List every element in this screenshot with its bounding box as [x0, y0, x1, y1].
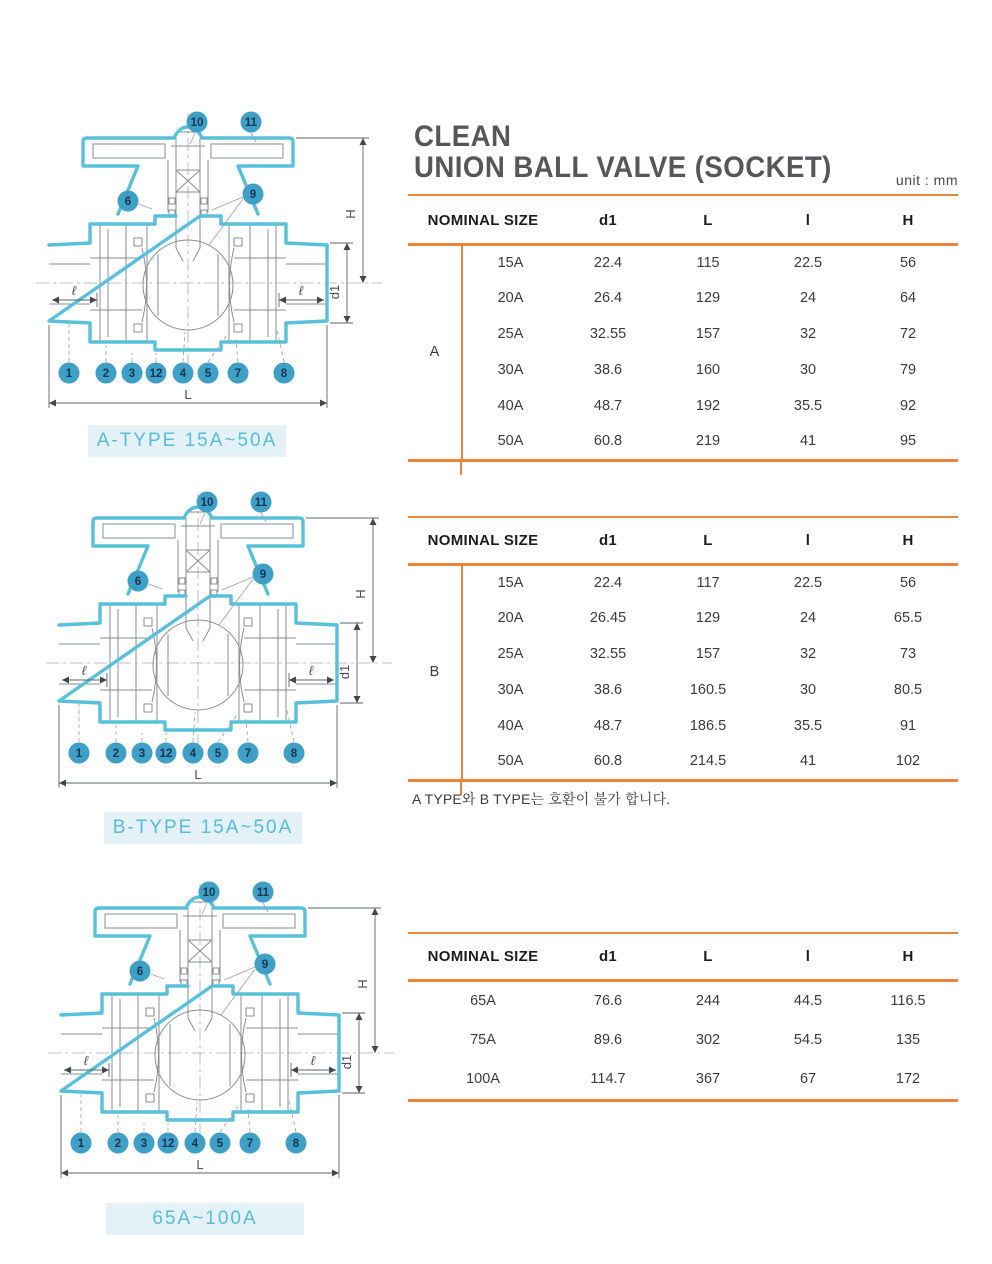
callout-1: [59, 363, 80, 384]
value-cell: 22.4: [593, 254, 623, 271]
value-cell: 32: [799, 326, 817, 342]
value-cell: 26.45: [589, 610, 627, 626]
nominal-size-cell: 15A: [497, 574, 524, 591]
value-cell: 48.7: [593, 398, 623, 414]
callout-5: [210, 1133, 231, 1154]
nominal-size-cell: 30A: [497, 682, 524, 698]
column-header: H: [858, 518, 958, 564]
diagram-large-type: [42, 868, 402, 1191]
centerlines: [46, 494, 392, 746]
seal-gland: [144, 704, 152, 712]
dim-label-l-right: ℓ: [310, 1053, 316, 1068]
value-cell: 76.6: [593, 992, 623, 1009]
value-cell: 56: [899, 254, 917, 271]
value-cell: 73: [899, 646, 917, 662]
svg-text:11: 11: [244, 117, 258, 129]
table-row: [408, 600, 958, 636]
seal-gland: [146, 1094, 154, 1102]
valve-drawing: [40, 478, 400, 796]
compatibility-note: A TYPE와 B TYPE는 호환이 불가 합니다.: [412, 791, 671, 807]
column-header: d1: [558, 518, 658, 564]
nominal-size-cell: 40A: [497, 398, 524, 414]
value-cell: 24: [799, 610, 817, 626]
dim-label-L: L: [194, 767, 202, 782]
value-cell: 44.5: [793, 992, 823, 1009]
svg-text:10: 10: [200, 497, 214, 509]
value-cell: 32.55: [589, 326, 627, 342]
value-cell: 367: [695, 1071, 721, 1088]
spec-table-a: [408, 198, 958, 462]
seal-gland: [244, 618, 252, 626]
svg-text:7: 7: [244, 748, 252, 760]
value-cell: 91: [899, 718, 917, 734]
callout-3: [134, 1133, 155, 1154]
table-row: [408, 388, 958, 424]
svg-text:12: 12: [149, 368, 163, 380]
svg-text:3: 3: [128, 368, 136, 380]
svg-text:1: 1: [77, 1138, 85, 1150]
callout-4: [173, 363, 194, 384]
column-header: l: [758, 518, 858, 564]
value-cell: 95: [899, 433, 917, 450]
dim-label-l-right: ℓ: [298, 283, 304, 298]
column-header: H: [858, 934, 958, 980]
seal-gland: [144, 618, 152, 626]
svg-text:2: 2: [114, 1138, 122, 1150]
value-cell: 38.6: [593, 682, 623, 698]
unit-label: unit : mm: [895, 172, 958, 188]
callout-5: [208, 743, 229, 764]
value-cell: 22.5: [793, 574, 823, 591]
value-cell: 54.5: [793, 1032, 823, 1048]
svg-text:6: 6: [136, 966, 144, 978]
value-cell: 116.5: [890, 992, 926, 1009]
svg-text:9: 9: [261, 959, 269, 971]
diagram-b-type: [40, 478, 400, 801]
centerlines: [48, 884, 394, 1136]
svg-text:1: 1: [75, 748, 83, 760]
nominal-size-cell: 40A: [497, 718, 524, 734]
svg-text:3: 3: [138, 748, 146, 760]
table-row: [408, 744, 958, 780]
value-cell: 26.4: [593, 290, 623, 306]
svg-text:6: 6: [124, 196, 132, 208]
table-row: [408, 1060, 958, 1100]
callout-8: [274, 363, 295, 384]
callout-6: [130, 961, 151, 982]
value-cell: 35.5: [793, 398, 823, 414]
handle-slot-right: [221, 524, 293, 538]
callout-4: [185, 1133, 206, 1154]
value-cell: 117: [696, 574, 720, 591]
stem-seal: [181, 968, 187, 974]
callout-7: [228, 363, 249, 384]
svg-text:4: 4: [191, 1138, 199, 1150]
dim-label-H: H: [355, 979, 370, 989]
column-header: l: [758, 198, 858, 244]
table-row: [408, 280, 958, 316]
svg-text:3: 3: [140, 1138, 148, 1150]
spec-table-large-grid: [408, 934, 958, 1102]
value-cell: 80.5: [893, 682, 923, 698]
callout-10: [187, 112, 208, 133]
table-row: [408, 708, 958, 744]
table-row: [408, 244, 958, 280]
svg-text:5: 5: [204, 368, 212, 380]
diagram-caption-c: 65A~100A: [106, 1203, 304, 1235]
callout-12: [146, 363, 167, 384]
nominal-size-cell: 15A: [497, 254, 524, 271]
callout-11: [253, 882, 274, 903]
svg-text:1: 1: [65, 368, 73, 380]
svg-text:10: 10: [202, 887, 216, 899]
nominal-size-cell: 20A: [497, 610, 524, 626]
value-cell: 30: [799, 362, 817, 378]
column-header: L: [658, 518, 758, 564]
dim-label-l-left: ℓ: [71, 283, 77, 298]
header-row: [408, 198, 958, 244]
value-cell: 244: [695, 992, 721, 1009]
value-cell: 135: [895, 1032, 921, 1048]
dim-label-l-left: ℓ: [81, 663, 87, 678]
value-cell: 160: [695, 362, 721, 378]
svg-text:5: 5: [216, 1138, 224, 1150]
nominal-size-cell: 30A: [497, 362, 524, 378]
nominal-size-cell: 50A: [497, 753, 524, 770]
callout-2: [108, 1133, 129, 1154]
diagram-a-type: [30, 98, 390, 421]
svg-text:12: 12: [161, 1138, 175, 1150]
callout-1: [71, 1133, 92, 1154]
callout-1: [69, 743, 90, 764]
nominal-size-cell: 50A: [497, 433, 524, 450]
value-cell: 129: [695, 290, 721, 306]
value-cell: 65.5: [893, 610, 923, 626]
callout-12: [156, 743, 177, 764]
column-header: l: [758, 934, 858, 980]
value-cell: 72: [899, 326, 917, 342]
column-header: H: [858, 198, 958, 244]
table-row: [408, 352, 958, 388]
callout-2: [96, 363, 117, 384]
callout-4: [183, 743, 204, 764]
seal-gland: [246, 1094, 254, 1102]
value-cell: 157: [695, 326, 721, 342]
group-label: A: [408, 244, 462, 460]
seal-gland: [134, 324, 142, 332]
svg-text:9: 9: [259, 569, 267, 581]
callout-8: [284, 743, 305, 764]
nominal-size-cell: 65A: [470, 992, 496, 1009]
nominal-size-cell: 100A: [466, 1071, 500, 1088]
callout-10: [197, 492, 218, 513]
dim-label-d1: d1: [339, 1054, 354, 1070]
table-row: [408, 564, 958, 600]
dim-label-d1: d1: [337, 664, 352, 680]
svg-text:7: 7: [246, 1138, 254, 1150]
callout-2: [106, 743, 127, 764]
seal-gland: [234, 238, 242, 246]
column-header: L: [658, 934, 758, 980]
table-row: [408, 672, 958, 708]
value-cell: 102: [895, 753, 921, 770]
centerlines: [36, 114, 382, 366]
dim-label-l-left: ℓ: [83, 1053, 89, 1068]
header-row: [408, 934, 958, 980]
svg-text:10: 10: [190, 117, 204, 129]
table-row: [408, 636, 958, 672]
header-row: [408, 518, 958, 564]
spec-table-b: [408, 516, 958, 782]
value-cell: 32.55: [589, 646, 627, 662]
svg-text:9: 9: [249, 189, 257, 201]
page-title-line1: CLEAN: [414, 120, 512, 153]
svg-text:8: 8: [292, 1138, 300, 1150]
svg-text:6: 6: [134, 576, 142, 588]
svg-text:2: 2: [102, 368, 110, 380]
spec-table-large: [408, 932, 958, 1102]
svg-text:12: 12: [159, 748, 173, 760]
value-cell: 115: [696, 254, 720, 271]
seal-gland: [234, 324, 242, 332]
value-cell: 41: [799, 433, 817, 450]
svg-text:8: 8: [290, 748, 298, 760]
nominal-size-cell: 25A: [497, 646, 524, 662]
spec-table-b-grid: [408, 518, 958, 782]
value-cell: 35.5: [793, 718, 823, 734]
column-header: d1: [558, 934, 658, 980]
valve-drawing: [42, 868, 402, 1186]
callout-3: [122, 363, 143, 384]
value-cell: 22.4: [593, 574, 623, 591]
stem-seal: [179, 578, 185, 584]
table-row: [408, 424, 958, 460]
stem-seal: [213, 968, 219, 974]
callout-11: [251, 492, 272, 513]
callout-9: [253, 564, 274, 585]
callout-12: [158, 1133, 179, 1154]
seal-gland: [146, 1008, 154, 1016]
value-cell: 67: [799, 1071, 817, 1088]
column-header: NOMINAL SIZE: [408, 518, 558, 564]
svg-text:11: 11: [254, 497, 268, 509]
value-cell: 114.7: [590, 1071, 626, 1088]
callout-9: [255, 954, 276, 975]
handle-slot-left: [103, 524, 175, 538]
callout-5: [198, 363, 219, 384]
nominal-size-cell: 20A: [497, 290, 524, 306]
column-header: NOMINAL SIZE: [408, 934, 558, 980]
handle-slot-right: [211, 144, 283, 158]
value-cell: 22.5: [793, 254, 823, 271]
value-cell: 30: [799, 682, 817, 698]
callout-7: [240, 1133, 261, 1154]
svg-text:4: 4: [179, 368, 187, 380]
column-header: NOMINAL SIZE: [408, 198, 558, 244]
dim-label-l-right: ℓ: [308, 663, 314, 678]
value-cell: 56: [899, 574, 917, 591]
svg-text:7: 7: [234, 368, 242, 380]
handle-slot-right: [223, 914, 295, 928]
svg-text:4: 4: [189, 748, 197, 760]
page-title-line2: UNION BALL VALVE (SOCKET): [414, 150, 832, 184]
dim-label-L: L: [196, 1157, 204, 1172]
callout-7: [238, 743, 259, 764]
value-cell: 64: [899, 290, 917, 306]
callout-11: [241, 112, 262, 133]
value-cell: 172: [895, 1071, 921, 1088]
valve-drawing: [30, 98, 390, 416]
nominal-size-cell: 75A: [470, 1032, 496, 1048]
value-cell: 186.5: [689, 718, 727, 734]
table-row: [408, 980, 958, 1020]
callout-9: [243, 184, 264, 205]
value-cell: 302: [695, 1032, 721, 1048]
value-cell: 214.5: [689, 753, 727, 770]
page-title: [414, 122, 832, 183]
group-label: B: [408, 564, 462, 780]
value-cell: 60.8: [593, 753, 623, 770]
seal-gland: [134, 238, 142, 246]
value-cell: 160.5: [689, 682, 727, 698]
table-row: [408, 316, 958, 352]
callout-6: [118, 191, 139, 212]
svg-text:2: 2: [112, 748, 120, 760]
value-cell: 24: [799, 290, 817, 306]
title-block: [408, 118, 958, 196]
column-header: d1: [558, 198, 658, 244]
group-divider-overhang: [460, 462, 462, 475]
svg-text:5: 5: [214, 748, 222, 760]
value-cell: 38.6: [593, 362, 623, 378]
handle-slot-left: [93, 144, 165, 158]
diagram-caption-a: A-TYPE 15A~50A: [88, 425, 286, 457]
value-cell: 48.7: [593, 718, 623, 734]
callout-10: [199, 882, 220, 903]
dim-label-d1: d1: [327, 284, 342, 300]
spec-table-a-grid: [408, 198, 958, 462]
value-cell: 41: [799, 753, 817, 770]
stem-seal: [201, 198, 207, 204]
value-cell: 60.8: [593, 433, 623, 450]
value-cell: 79: [899, 362, 917, 378]
handle-slot-left: [105, 914, 177, 928]
seal-gland: [246, 1008, 254, 1016]
value-cell: 129: [695, 610, 721, 626]
svg-text:11: 11: [256, 887, 270, 899]
value-cell: 219: [695, 433, 721, 450]
table-row: [408, 1020, 958, 1060]
nominal-size-cell: 25A: [497, 326, 524, 342]
stem-seal: [169, 198, 175, 204]
callout-3: [132, 743, 153, 764]
stem-seal: [211, 578, 217, 584]
dim-label-L: L: [184, 387, 192, 402]
value-cell: 192: [695, 398, 721, 414]
value-cell: 89.6: [593, 1032, 623, 1048]
diagram-caption-b: B-TYPE 15A~50A: [104, 812, 302, 844]
value-cell: 92: [899, 398, 917, 414]
dim-label-H: H: [353, 589, 368, 599]
svg-text:8: 8: [280, 368, 288, 380]
seal-gland: [244, 704, 252, 712]
dim-label-H: H: [343, 209, 358, 219]
callout-6: [128, 571, 149, 592]
column-header: L: [658, 198, 758, 244]
value-cell: 157: [695, 646, 721, 662]
value-cell: 32: [799, 646, 817, 662]
callout-8: [286, 1133, 307, 1154]
